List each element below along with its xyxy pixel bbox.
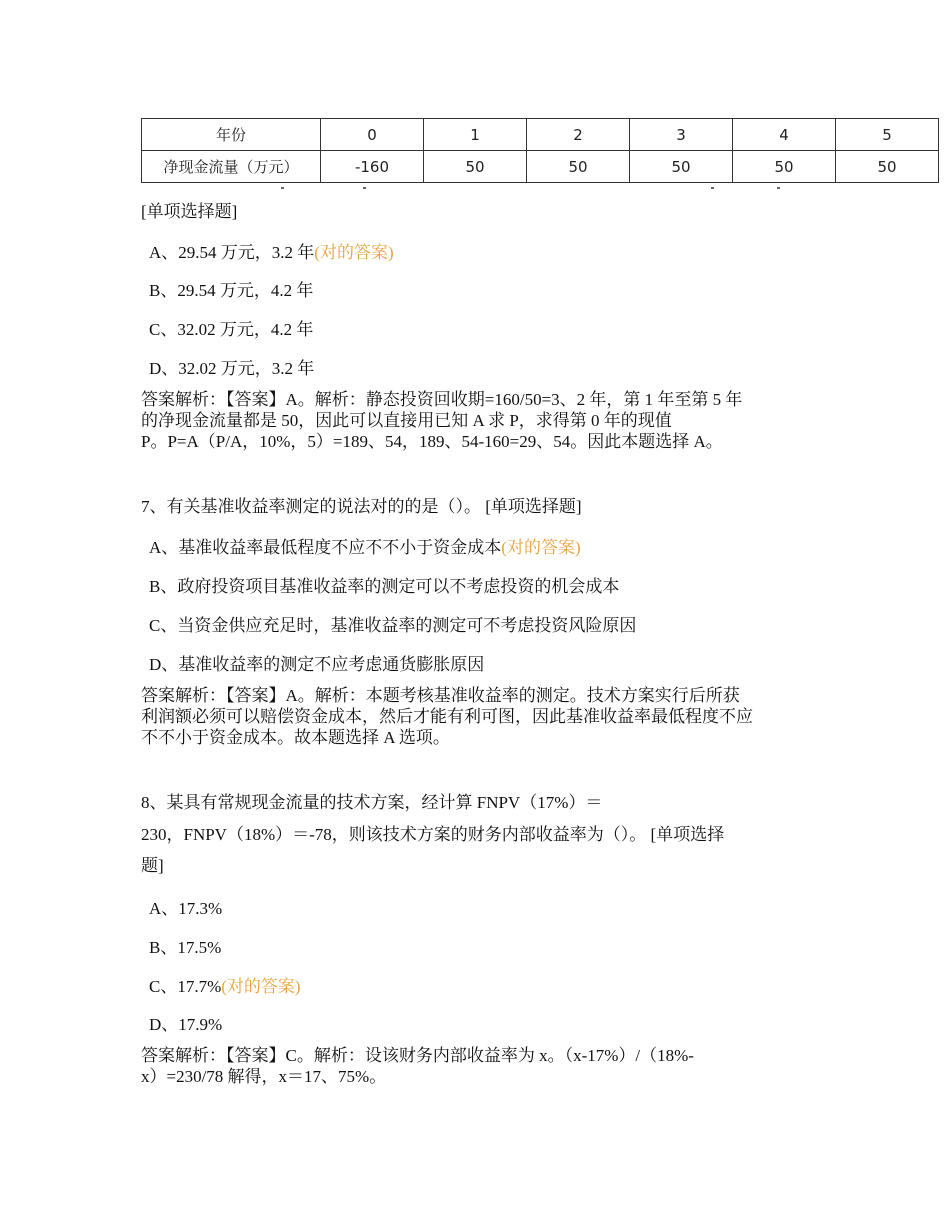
option-text: D、17.9% <box>149 1015 223 1034</box>
question-8-stem-line: 8、某具有常规现金流量的技术方案，经计算 FNPV（17%）＝ <box>141 793 603 812</box>
analysis-line: x）=230/78 解得，x＝17、75%。 <box>141 1067 387 1086</box>
table-row <box>142 151 939 183</box>
option-text: D、基准收益率的测定不应考虑通货膨胀原因 <box>149 655 485 674</box>
answer-analysis <box>141 1045 821 1087</box>
cropped-text-fragments <box>141 187 943 189</box>
table-cell: 50 <box>424 151 527 183</box>
option-d[interactable] <box>149 654 484 676</box>
table-header-cell: 3 <box>630 119 733 151</box>
answer-analysis <box>141 389 821 452</box>
table-cell: 50 <box>630 151 733 183</box>
option-text: C、17.7% <box>149 977 222 996</box>
table-header-cell: 4 <box>733 119 836 151</box>
question-type-tag: [单项选择题] <box>141 202 238 221</box>
analysis-line: 不不小于资金成本。故本题选择 A 选项。 <box>141 728 450 747</box>
table-header-cell: 5 <box>836 119 939 151</box>
option-b[interactable] <box>149 576 619 598</box>
analysis-line: 答案解析：【答案】C。解析：设该财务内部收益率为 x。（x-17%）/（18%- <box>141 1046 694 1065</box>
question-8-stem-line: 230，FNPV（18%）＝-78，则该技术方案的财务内部收益率为（）。 [单项选择 <box>141 825 725 844</box>
table-header-cell: 0 <box>321 119 424 151</box>
table-cell: 50 <box>836 151 939 183</box>
option-text: A、基准收益率最低程度不应不不小于资金成本 <box>149 538 502 557</box>
correct-answer-mark: (对的答案) <box>221 977 301 996</box>
option-text: C、32.02 万元，4.2 年 <box>149 320 314 339</box>
option-text: C、当资金供应充足时，基准收益率的测定可不考虑投资风险原因 <box>149 616 637 635</box>
option-b[interactable] <box>149 280 313 302</box>
table-cell: 净现金流量（万元） <box>142 151 321 183</box>
option-text: D、32.02 万元，3.2 年 <box>149 359 315 378</box>
table-row <box>142 119 939 151</box>
option-d[interactable] <box>149 1014 222 1036</box>
option-a[interactable] <box>149 898 222 920</box>
option-d[interactable] <box>149 358 314 380</box>
table-header-cell: 1 <box>424 119 527 151</box>
analysis-line: 答案解析：【答案】A。解析：本题考核基准收益率的测定。技术方案实行后所获 <box>141 686 740 705</box>
analysis-line: 的净现金流量都是 50，因此可以直接用已知 A 求 P，求得第 0 年的现值 <box>141 411 672 430</box>
option-c[interactable] <box>149 615 636 637</box>
option-text: B、政府投资项目基准收益率的测定可以不考虑投资的机会成本 <box>149 577 620 596</box>
analysis-line: 答案解析：【答案】A。解析：静态投资回收期=160/50=3、2 年，第 1 年至第 5 年 <box>141 390 743 409</box>
option-b[interactable] <box>149 937 221 959</box>
question-7-stem: 7、有关基准收益率测定的说法对的的是（）。 [单项选择题] <box>141 497 582 516</box>
table-cell: 50 <box>527 151 630 183</box>
table-cell: 50 <box>733 151 836 183</box>
option-a[interactable] <box>149 242 394 264</box>
option-c[interactable] <box>149 319 313 341</box>
option-text: A、17.3% <box>149 899 223 918</box>
analysis-line: P。P=A（P/A，10%，5）=189、54，189、54-160=29、54。因此本题选择 A。 <box>141 432 723 451</box>
cash-flow-table <box>141 118 939 183</box>
table-cell: -160 <box>321 151 424 183</box>
option-c[interactable] <box>149 976 301 998</box>
option-a[interactable] <box>149 537 581 559</box>
answer-analysis <box>141 685 821 748</box>
correct-answer-mark: (对的答案) <box>501 538 581 557</box>
question-8-stem-line: 题] <box>141 856 164 875</box>
table-header-cell: 2 <box>527 119 630 151</box>
analysis-line: 利润额必须可以赔偿资金成本，然后才能有利可图，因此基准收益率最低程度不应 <box>141 707 753 726</box>
correct-answer-mark: (对的答案) <box>314 243 394 262</box>
option-text: B、29.54 万元，4.2 年 <box>149 281 314 300</box>
table-header-cell: 年份 <box>142 119 321 151</box>
option-text: B、17.5% <box>149 938 222 957</box>
option-text: A、29.54 万元，3.2 年 <box>149 243 315 262</box>
